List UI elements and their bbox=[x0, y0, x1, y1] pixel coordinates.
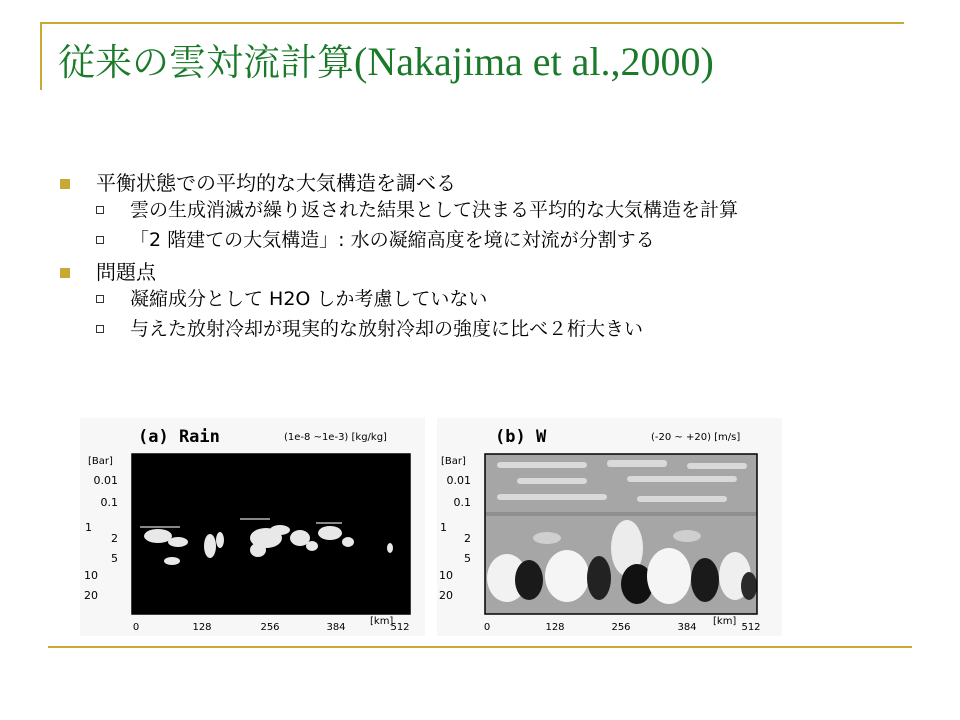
rain-panel-label: (a) Rain bbox=[138, 427, 220, 447]
bullet-1 bbox=[58, 170, 918, 197]
sub-bullet-2-1 bbox=[58, 288, 918, 310]
figure-panel-rain bbox=[80, 418, 425, 636]
y-tick-label: 0.01 bbox=[93, 474, 118, 487]
sub-bullet-marker bbox=[96, 295, 104, 303]
x-tick-label: 256 bbox=[611, 622, 631, 633]
y-tick-label: 20 bbox=[439, 589, 453, 602]
rain-plot bbox=[80, 418, 425, 636]
sub-bullet-1-1 bbox=[58, 199, 918, 221]
y-tick-label: 5 bbox=[111, 552, 118, 565]
w-y-unit: [Bar] bbox=[441, 456, 466, 467]
w-y-ticks bbox=[439, 474, 471, 602]
y-tick-label: 2 bbox=[111, 532, 118, 545]
bullet-marker bbox=[60, 268, 70, 278]
y-tick-label: 0.01 bbox=[446, 474, 471, 487]
x-tick-label: 0 bbox=[483, 622, 491, 633]
w-range-label: (-20 ~ +20) [m/s] bbox=[651, 432, 741, 443]
y-tick-label: 20 bbox=[84, 589, 98, 602]
w-x-unit: [km] bbox=[713, 616, 737, 627]
sub-bullet-2-2-text: 与えた放射冷却が現実的な放射冷却の強度に比べ２桁大きい bbox=[130, 318, 644, 340]
sub-bullet-2-1-text: 凝縮成分として H2O しか考慮していない bbox=[130, 288, 488, 310]
bullet-list bbox=[58, 170, 918, 348]
sub-bullet-1-2-text: 「2 階建ての大気構造」: 水の凝縮高度を境に対流が分割する bbox=[130, 229, 655, 251]
top-rule bbox=[40, 22, 904, 24]
rain-y-unit: [Bar] bbox=[88, 456, 113, 467]
title-reference: (Nakajima et al.,2000) bbox=[354, 39, 714, 84]
y-tick-label: 0.1 bbox=[453, 496, 471, 509]
w-plot bbox=[437, 418, 782, 636]
bullet-marker bbox=[60, 179, 70, 189]
rain-x-ticks bbox=[133, 622, 410, 633]
sub-bullet-marker bbox=[96, 236, 104, 244]
sub-bullet-marker bbox=[96, 325, 104, 333]
x-tick-label: 128 bbox=[192, 622, 212, 633]
y-tick-label: 2 bbox=[464, 532, 471, 545]
x-tick-label: 512 bbox=[741, 622, 761, 633]
x-tick-label: 0 bbox=[132, 622, 140, 633]
x-tick-label: 256 bbox=[260, 622, 280, 633]
x-tick-label: 512 bbox=[390, 622, 410, 633]
slide-title bbox=[58, 32, 714, 92]
bullet-1-text: 平衡状態での平均的な大気構造を調べる bbox=[96, 171, 456, 195]
left-rule bbox=[40, 22, 42, 90]
y-tick-label: 1 bbox=[440, 521, 447, 534]
bottom-rule bbox=[48, 646, 912, 648]
figure-panel-w bbox=[437, 418, 782, 636]
sub-bullet-1-1-text: 雲の生成消滅が繰り返された結果として決まる平均的な大気構造を計算 bbox=[130, 199, 739, 221]
y-tick-label: 1 bbox=[85, 521, 92, 534]
x-tick-label: 384 bbox=[326, 622, 346, 633]
x-tick-label: 128 bbox=[545, 622, 565, 633]
sub-bullet-marker bbox=[96, 206, 104, 214]
bullet-2 bbox=[58, 259, 918, 286]
y-tick-label: 10 bbox=[439, 569, 453, 582]
bullet-2-text: 問題点 bbox=[96, 260, 156, 284]
x-tick-label: 384 bbox=[677, 622, 697, 633]
sub-bullet-2-2 bbox=[58, 318, 918, 340]
rain-y-ticks bbox=[84, 474, 118, 602]
title-jp: 従来の雲対流計算 bbox=[58, 41, 354, 84]
rain-x-unit: [km] bbox=[370, 616, 394, 627]
w-panel-label: (b) W bbox=[495, 427, 547, 447]
y-tick-label: 0.1 bbox=[100, 496, 118, 509]
y-tick-label: 10 bbox=[84, 569, 98, 582]
rain-range-label: (1e-8 ~1e-3) [kg/kg] bbox=[284, 432, 387, 443]
sub-bullet-1-2 bbox=[58, 229, 918, 251]
y-tick-label: 5 bbox=[464, 552, 471, 565]
